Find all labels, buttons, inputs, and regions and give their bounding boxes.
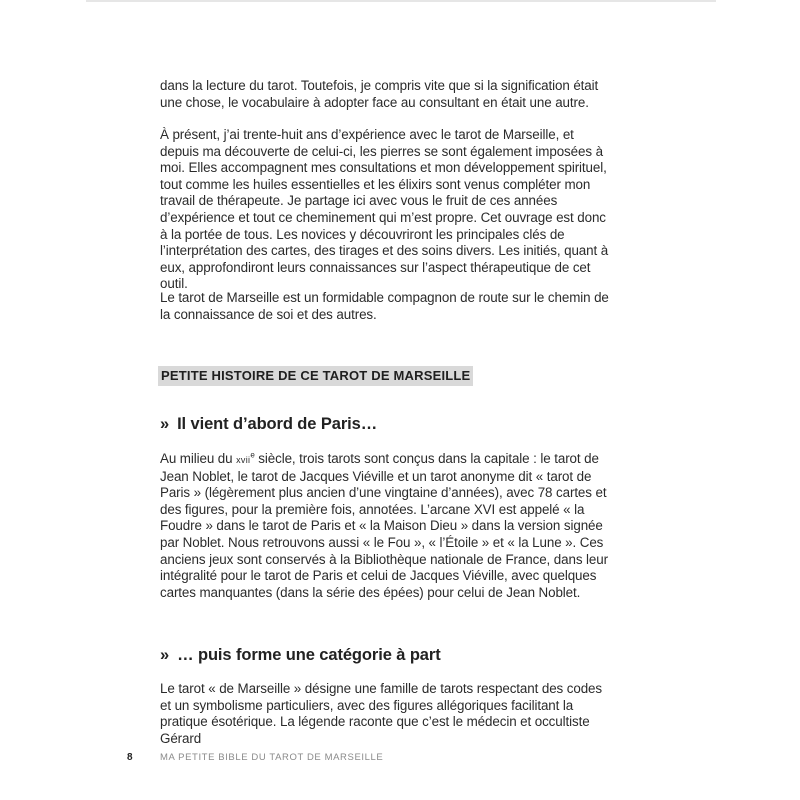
section-title: PETITE HISTOIRE DE CE TAROT DE MARSEILLE: [158, 366, 473, 386]
paragraph-text: dans la lecture du tarot. Toutefois, je compris vite que si la signification était une chose, le vocabulaire à adopter face au consultant en était une autre.: [160, 78, 599, 110]
century-superscript: e: [250, 450, 255, 460]
paragraph-text: Le tarot de Marseille est un formidable compagnon de route sur le chemin de la connaissance de soi et des autres.: [160, 290, 609, 322]
paragraph-companion: [160, 290, 616, 323]
page-footer: [0, 752, 800, 766]
paragraph-marseille: [160, 681, 616, 747]
paragraph-text: [160, 451, 616, 601]
subheading-text: … puis forme une catégorie à part: [177, 646, 441, 664]
paragraph-text: Le tarot « de Marseille » désigne une famille de tarots respectant des codes et un symbolisme particuliers, avec des figures allégoriques facilitant la pratique ésotérique. La légende raconte que c’est le médecin et occultiste Gérard: [160, 681, 602, 746]
century-smallcaps: xvii: [236, 455, 251, 465]
paragraph-intro-end: [160, 78, 616, 111]
subheading-paris: [160, 415, 377, 434]
subheading-category: [160, 646, 441, 665]
paragraph-rest: siècle, trois tarots sont conçus dans la capitale : le tarot de Jean Noblet, le tarot de Jacques Viéville et un tarot anonyme dit « tarot de Paris » (légèrement plus ancien d’une vingtaine d’années), avec 78 cartes et des figures, pour la première fois, annotées. L’arcane XVI est appelé « la Foudre » dans le tarot de Paris et « la Maison Dieu » dans la version signée par Noblet. Nous retrouvons aussi « le Fou », « l’Étoile » et « la Lune ». Ces anciens jeux sont conservés à la Bibliothèque nationale de France, dans leur intégralité pour le tarot de Paris et celui de Jacques Viéville, avec quelques cartes manquantes (dans la série des épées) pour celui de Jean Noblet.: [160, 451, 608, 600]
running-title: MA PETITE BIBLE DU TAROT DE MARSEILLE: [160, 752, 384, 763]
paragraph-text: À présent, j’ai trente-huit ans d’expérience avec le tarot de Marseille, et depuis ma découverte de celui-ci, les pierres se sont également imposées à moi. Elles accompagnent mes consultations et mon développement spirituel, tout comme les huiles essentielles et les élixirs sont venus compléter mon travail de thérapeute. Je partage ici avec vous le fruit de ces années d’expérience et tout ce cheminement qui m’est propre. Cet ouvrage est donc à la portée de tous. Les novices y découvriront les principales clés de l’interprétation des cartes, des tirages et des soins divers. Les initiés, quant à eux, approfondiront leurs connaissances sur l’aspect thérapeutique de cet outil.: [160, 127, 609, 292]
page-number: 8: [127, 752, 134, 763]
subheading-text: Il vient d’abord de Paris…: [177, 415, 378, 433]
chevron-icon: »: [160, 415, 170, 433]
paragraph-prefix: Au milieu du: [160, 451, 237, 466]
paragraph-history: [160, 451, 616, 601]
top-divider: [86, 0, 716, 2]
chevron-icon: »: [160, 646, 170, 664]
paragraph-experience: [160, 127, 616, 293]
